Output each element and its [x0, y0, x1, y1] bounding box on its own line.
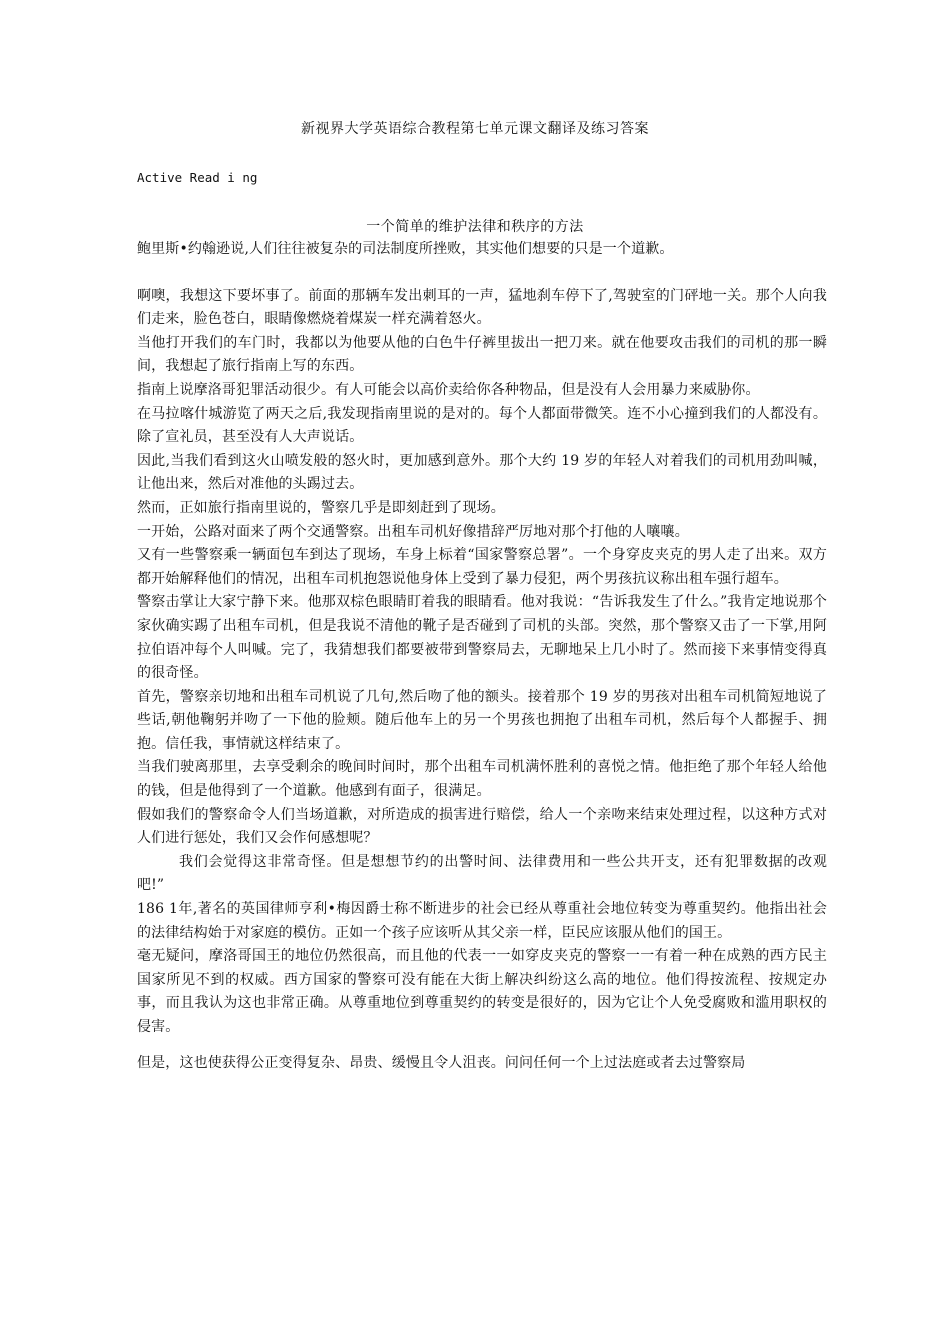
paragraph: 指南上说摩洛哥犯罪活动很少。有人可能会以高价卖给你各种物品，但是没有人会用暴力来威胁你。	[137, 381, 760, 398]
paragraph: 在马拉喀什城游览了两天之后,我发现指南里说的是对的。每个人都面带微笑。连不小心撞到我们的人都没有。除了宣礼员，甚至没有人大声说话。	[137, 405, 827, 446]
paragraph: 当我们驶离那里，去享受剩余的晚间时间时，那个出租车司机满怀胜利的喜悦之情。他拒绝了那个年轻人给他的钱，但是他得到了一个道歉。他感到有面子，很满足。	[137, 759, 827, 800]
section-label: Active Read i ng	[137, 170, 258, 185]
paragraph: 鲍里斯•约翰逊说,人们往往被复杂的司法制度所挫败，其实他们想要的只是一个道歉。	[137, 241, 674, 257]
paragraph: 186 1年,著名的英国律师亨利•梅因爵士称不断进步的社会已经从尊重社会地位转变为尊重契约。他指出社会的法律结构始于对家庭的模仿。正如一个孩子应该听从其父亲一样，臣民应该服从他们的国王。	[137, 901, 827, 941]
paragraph: 警察击掌让大家宁静下来。他那双棕色眼睛盯着我的眼睛看。他对我说：“告诉我发生了什么。”我肯定地说那个家伙确实踢了出租车司机，但是我说不清他的靴子是否碰到了司机的头部。突然，那个警察又击了一下掌,用阿拉伯语冲每个人叫喊。完了，我猜想我们都要被带到警察局去，无聊地呆上几小时了。然而接下来事情变得真的很奇怪。	[137, 594, 827, 682]
paragraph: 我们会觉得这非常奇怪。但是想想节约的出警时间、法律费用和一些公共开支，还有犯罪数据的改观吧!”	[137, 853, 827, 894]
article-title: 一个简单的维护法律和秩序的方法	[366, 219, 584, 235]
paragraph: 首先，警察亲切地和出租车司机说了几句,然后吻了他的额头。接着那个 19 岁的男孩对出租车司机简短地说了些话,朝他鞠躬并吻了一下他的脸颊。随后他车上的另一个男孩也拥抱了出租车司机，然后每个人都握手、拥抱。信任我，事情就这样结束了。	[137, 688, 827, 752]
paragraph: 但是，这也使获得公正变得复杂、昂贵、缓慢且令人沮丧。问问任何一个上过法庭或者去过警察局	[137, 1054, 746, 1071]
article-body	[137, 238, 827, 1075]
paragraph: 毫无疑问，摩洛哥国王的地位仍然很高，而且他的代表一一如穿皮夹克的警察一一有着一种在成熟的西方民主国家所见不到的权威。西方国家的警察可没有能在大街上解决纠纷这么高的地位。他们得按流程、按规定办事，而且我认为这也非常正确。从尊重地位到尊重契约的转变是很好的，因为它让个人免受腐败和滥用职权的侵害。	[137, 948, 827, 1035]
paragraph: 因此,当我们看到这火山喷发般的怒火时，更加感到意外。那个大约 19 岁的年轻人对着我们的司机用劲叫喊，让他出来，然后对准他的头踢过去。	[137, 452, 827, 493]
paragraph: 然而，正如旅行指南里说的，警察几乎是即刻赶到了现场。	[137, 499, 505, 516]
paragraph: 啊噢，我想这下要坏事了。前面的那辆车发出刺耳的一声，猛地刹车停下了,驾驶室的门砰地一关。那个人向我们走来，脸色苍白，眼睛像燃烧着煤炭一样充满着怒火。	[137, 287, 827, 328]
paragraph: 当他打开我们的车门时，我都以为他要从他的白色牛仔裤里拔出一把刀来。就在他要攻击我们的司机的那一瞬间，我想起了旅行指南上写的东西。	[137, 334, 827, 375]
paragraph: 假如我们的警察命令人们当场道歉，对所造成的损害进行赔偿，给人一个亲吻来结束处理过程，以这种方式对人们进行惩处，我们又会作何感想呢？	[137, 806, 827, 847]
paragraph: 一开始，公路对面来了两个交通警察。出租车司机好像措辞严厉地对那个打他的人嚷嚷。	[137, 523, 689, 540]
paragraph: 又有一些警察乘一辆面包车到达了现场，车身上标着“国家警察总署”。一个身穿皮夹克的男人走了出来。双方都开始解释他们的情况，出租车司机抱怨说他身体上受到了暴力侵犯，两个男孩抗议称出租车强行超车。	[137, 547, 827, 587]
document-title: 新视界大学英语综合教程第七单元课文翻译及练习答案	[301, 121, 649, 137]
